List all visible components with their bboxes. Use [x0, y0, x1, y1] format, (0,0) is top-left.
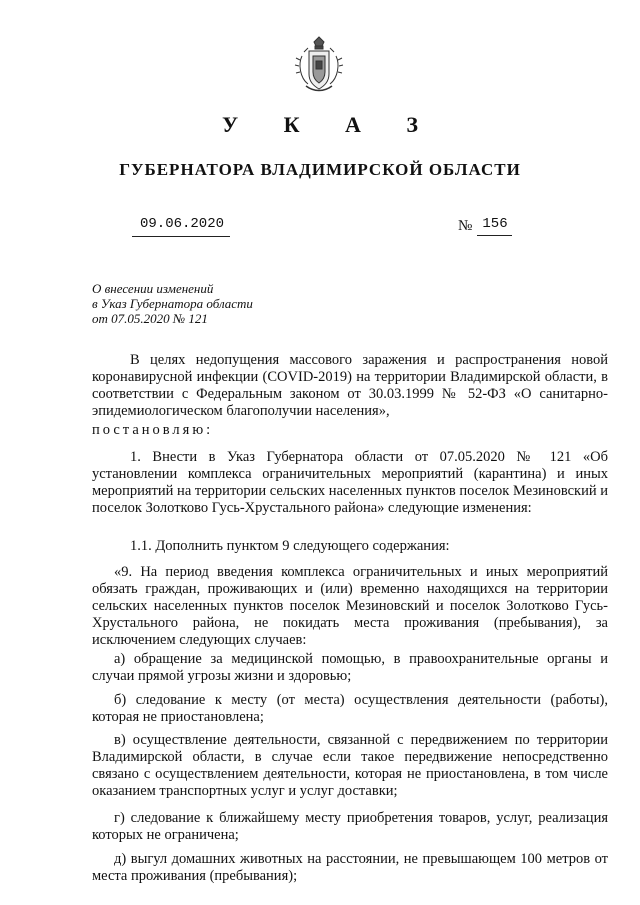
decree-word: [92, 422, 608, 439]
preamble-paragraph: В целях недопущения массового заражения и распространения новой коронавирусной инфекции (COVID-2019) на территории Владимирской области, в соответствии с Федеральным законом от 30.03.1999 № 52-ФЗ «О санитарно-эпидемиологическом благополучии населения»,: [92, 352, 608, 419]
item-a: а) обращение за медицинской помощью, в правоохранительные органы и случаи прямой угрозы жизни и здоровью;: [92, 651, 608, 684]
paragraph-9: «9. На период введения комплекса ограничительных и иных мероприятий обязать граждан, проживающих и (или) временно находящихся на территории сельских населенных пунктов поселок Мезиновский и поселок Золотково Гусь-Хрустального района, не покидать места проживания (пребывания), за исключением следующих случаев:: [92, 564, 608, 648]
document-title: У К А З: [221, 112, 439, 137]
heading-line: от 07.05.2020 № 121: [92, 311, 208, 326]
heading-line: О внесении изменений: [92, 281, 214, 296]
heading-line: в Указ Губернатора области: [92, 296, 253, 311]
number-underline: [477, 235, 512, 236]
coat-of-arms-emblem: [294, 34, 344, 94]
item-d: д) выгул домашних животных на расстоянии, не превышающем 100 метров от места проживания (пребывания);: [92, 851, 608, 884]
paragraph-1: 1. Внести в Указ Губернатора области от 07.05.2020 № 121 «Об установлении комплекса ограничительных мероприятий (карантина) и иных мероприятий на территории сельских населенных пунктов поселок Мезиновский и поселок Золотково Гусь-Хрустального района» следующие изменения:: [92, 449, 608, 516]
item-g: г) следование к ближайшему месту приобретения товаров, услуг, реализация которых не ограничена;: [92, 810, 608, 843]
item-b: б) следование к месту (от места) осуществления деятельности (работы), которая не приостановлена;: [92, 692, 608, 725]
paragraph-1-1: 1.1. Дополнить пунктом 9 следующего содержания:: [130, 538, 450, 554]
date-underline: [132, 236, 230, 237]
item-v: в) осуществление деятельности, связанной с передвижением по территории Владимирской области, в случае если такое передвижение непосредственно связано с осуществлением деятельности, которая не приостановлена, в том числе оказанием транспортных услуг и услуг доставки;: [92, 732, 608, 799]
document-number: 156: [482, 216, 508, 232]
number-label: №: [458, 218, 473, 234]
decree-word-text: постановляю:: [92, 422, 214, 438]
document-subtitle: ГУБЕРНАТОРА ВЛАДИМИРСКОЙ ОБЛАСТИ: [119, 160, 521, 179]
document-heading: [92, 281, 392, 326]
document-date: 09.06.2020: [140, 216, 225, 232]
